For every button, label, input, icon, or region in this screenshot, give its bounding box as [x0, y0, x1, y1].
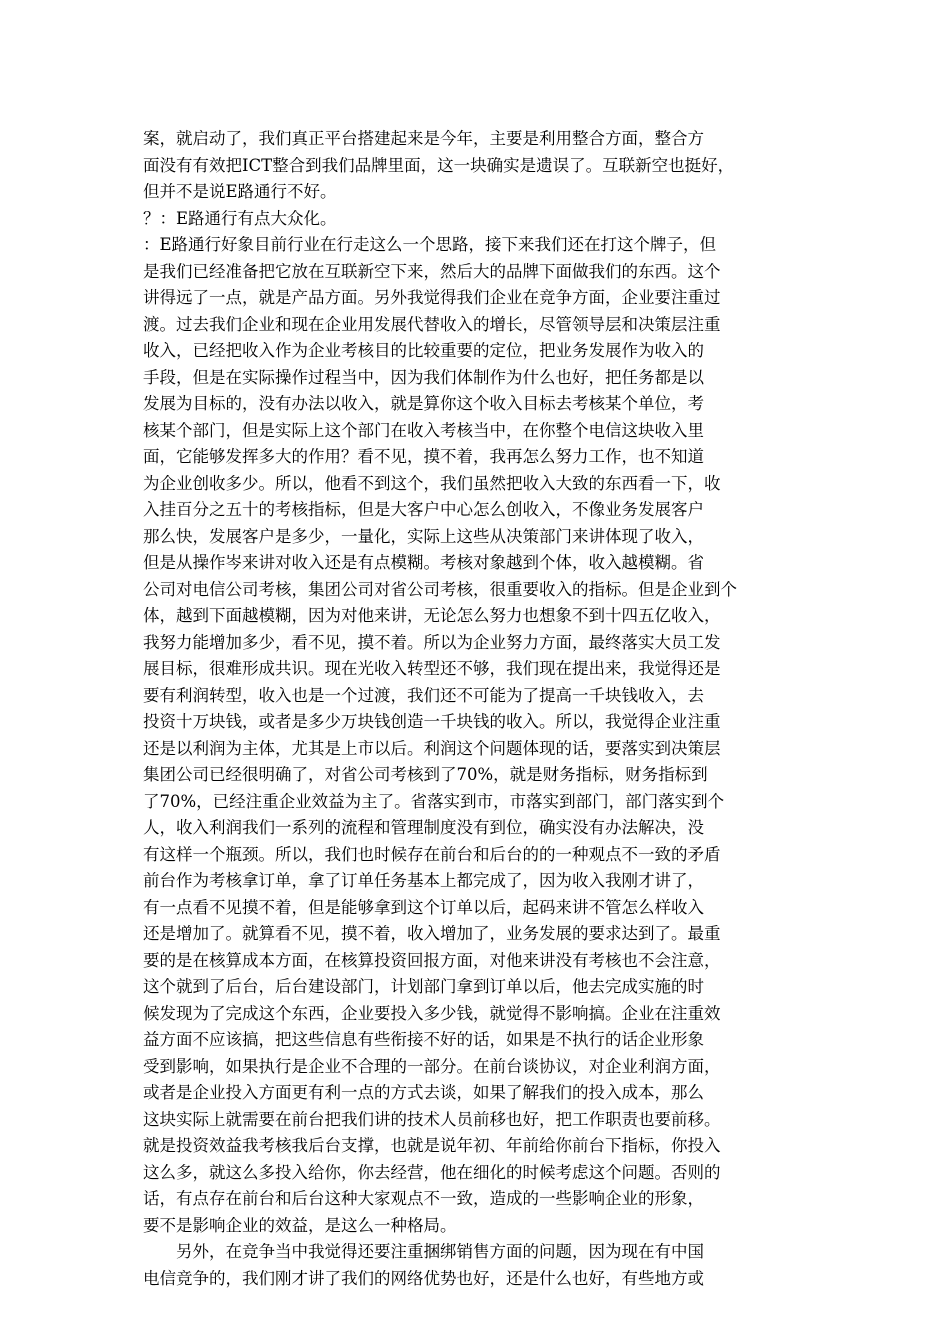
text-line: 还是以利润为主体，尤其是上市以后。利润这个问题体现的话，要落实到决策层: [143, 738, 721, 758]
text-line: 展目标，很难形成共识。现在光收入转型还不够，我们现在提出来，我觉得还是: [143, 659, 721, 678]
text-line: 或者是企业投入方面更有利一点的方式去谈，如果了解我们的投入成本，那么: [143, 1083, 704, 1102]
text-line: 有一点看不见摸不着，但是能够拿到这个订单以后，起码来讲不管怎么样收入: [143, 897, 704, 917]
text-line: 面没有有效把ICT整合到我们品牌里面，这一块确实是遗误了。互联新空也挺好，: [143, 155, 735, 175]
text-line: 这么多，就这么多投入给你，你去经营，他在细化的时候考虑这个问题。否则的: [143, 1162, 721, 1182]
text-line: 人，收入利润我们一系列的流程和管理制度没有到位，确实没有办法解决，没: [143, 818, 704, 837]
text-line: 集团公司已经很明确了，对省公司考核到了70%，就是财务指标，财务指标到: [143, 765, 708, 784]
text-line: 但并不是说E路通行不好。: [143, 182, 337, 201]
text-line: 还是增加了。就算看不见，摸不着，收入增加了，业务发展的要求达到了。最重: [143, 924, 721, 943]
text-line: 发展为目标的，没有办法以收入，就是算你这个收入目标去考核某个单位，考: [143, 394, 704, 413]
text-line: 要有利润转型，收入也是一个过渡，我们还不可能为了提高一千块钱收入，去: [143, 685, 704, 705]
text-line: 但是从操作岑来讲对收入还是有点模糊。考核对象越到个体，收入越模糊。省: [143, 553, 704, 572]
document-body: [143, 126, 823, 1292]
text-line: 要不是影响企业的效益，是这么一种格局。: [143, 1215, 457, 1235]
text-line: 手段，但是在实际操作过程当中，因为我们体制作为什么也好，把任务都是以: [143, 367, 704, 387]
text-line: 这个就到了后台，后台建设部门，计划部门拿到订单以后，他去完成实施的时: [143, 977, 704, 996]
text-line: 受到影响，如果执行是企业不合理的一部分。在前台谈协议，对企业利润方面，: [143, 1056, 721, 1076]
text-line: 我努力能增加多少，看不见，摸不着。所以为企业努力方面，最终落实大员工发: [143, 632, 721, 652]
text-line: 是我们已经准备把它放在互联新空下来，然后大的品牌下面做我们的东西。这个: [143, 261, 721, 281]
text-line: 体，越到下面越模糊，因为对他来讲，无论怎么努力也想象不到十四五亿收入，: [143, 606, 721, 625]
text-line: 有这样一个瓶颈。所以，我们也时候存在前台和后台的的一种观点不一致的矛盾: [143, 844, 721, 864]
text-line: 讲得远了一点，就是产品方面。另外我觉得我们企业在竞争方面，企业要注重过: [143, 288, 721, 307]
text-line: 候发现为了完成这个东西，企业要投入多少钱，就觉得不影响搞。企业在注重效: [143, 1003, 721, 1023]
text-line-indented: 另外，在竞争当中我觉得还要注重捆绑销售方面的问题，因为现在有中国: [176, 1242, 704, 1261]
text-line: 前台作为考核拿订单，拿了订单任务基本上都完成了，因为收入我刚才讲了，: [143, 871, 704, 890]
text-line: 话，有点存在前台和后台这种大家观点不一致，造成的一些影响企业的形象，: [143, 1189, 704, 1208]
text-line: 电信竞争的，我们刚才讲了我们的网络优势也好，还是什么也好，有些地方或: [143, 1268, 704, 1288]
text-line: 案，就启动了，我们真正平台搭建起来是今年，主要是利用整合方面，整合方: [143, 129, 704, 148]
text-line: ？：E路通行有点大众化。: [143, 208, 337, 228]
text-line: 收入，已经把收入作为企业考核目的比较重要的定位，把业务发展作为收入的: [143, 341, 704, 360]
text-line: 渡。过去我们企业和现在企业用发展代替收入的增长，尽管领导层和决策层注重: [143, 314, 721, 334]
text-line: 那么快，发展客户是多少，一量化，实际上这些从决策部门来讲体现了收入，: [143, 526, 704, 546]
text-line: 了70%，已经注重企业效益为主了。省落实到市，市落实到部门，部门落实到个: [143, 791, 725, 811]
text-line: 核某个部门，但是实际上这个部门在收入考核当中，在你整个电信这块收入里: [143, 420, 704, 440]
text-line: ：E路通行好象目前行业在行走这么一个思路，接下来我们还在打这个牌子，但: [143, 235, 717, 254]
text-line: 要的是在核算成本方面，在核算投资回报方面，对他来讲没有考核也不会注意，: [143, 950, 721, 970]
text-line: 益方面不应该搞，把这些信息有些衔接不好的话，如果是不执行的话企业形象: [143, 1030, 704, 1049]
text-line: 面，它能够发挥多大的作用？看不见，摸不着，我再怎么努力工作，也不知道: [143, 447, 704, 466]
text-line: 就是投资效益我考核我后台支撑，也就是说年初、年前给你前台下指标，你投入: [143, 1136, 721, 1155]
text-line: 公司对电信公司考核，集团公司对省公司考核，很重要收入的指标。但是企业到个: [143, 579, 737, 599]
text-line: 这块实际上就需要在前台把我们讲的技术人员前移也好，把工作职责也要前移。: [143, 1109, 721, 1129]
text-line: 为企业创收多少。所以，他看不到这个，我们虽然把收入大致的东西看一下，收: [143, 473, 721, 493]
text-line: 入挂百分之五十的考核指标，但是大客户中心怎么创收入，不像业务发展客户: [143, 500, 704, 519]
text-line: 投资十万块钱，或者是多少万块钱创造一千块钱的收入。所以，我觉得企业注重: [143, 712, 721, 731]
